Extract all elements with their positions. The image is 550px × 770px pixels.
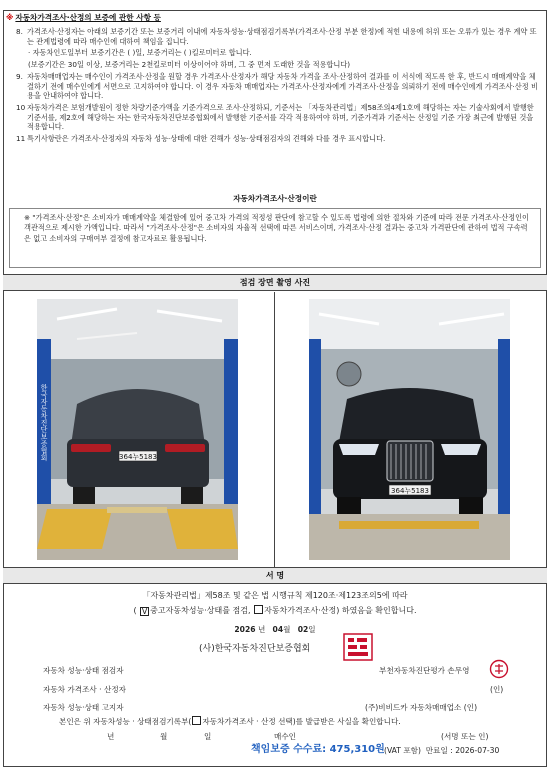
inspection-photo-front xyxy=(309,299,510,560)
confirmation-line: ( V 중고자동차성능·상태를 점검, 자동차가격조사·산정) 하였음을 확인합니다. xyxy=(133,606,417,616)
guarantee-items xyxy=(16,27,538,146)
item-9: 9. 자동차매매업자는 매수인이 가격조사·산정을 원할 경우 가격조사·산정자가 해당 자동차 가격을 조사·산정하여 결과를 이 서식에 적도록 한 후, 반드시 매매계약을 체결하기 전에 매수인에게 서면으로 고지하여야 합니다. 이 경우 자동차 매매업자는 가격조사·산정자에게 가격조사·산정을 의뢰하기 전에 매수인에게 가격조사·산정 비용을 안내하여야 합니다. xyxy=(16,71,538,101)
note-marker: ※ xyxy=(6,13,14,22)
buyer-date-year: 년 xyxy=(107,732,115,741)
buyer-signature: (서명 또는 인) xyxy=(441,732,489,741)
item-8: 8. 가격조사·산정자는 아래의 보증기간 또는 보증거리 이내에 자동차성능·상태점검기록부(가격조사·산정 부분 한정)에 적힌 내용에 허위 또는 오류가 있는 경우 계약 또는 관계법령에 따라 매수인에 대하여 책임을 집니다. xyxy=(16,27,537,46)
item-8-note: (보증기간은 30일 이상, 보증거리는 2천킬로미터 이상이어야 하며, 그 중 먼저 도래한 것을 적용합니다) xyxy=(28,60,351,70)
rear-license-plate: 364누5183 xyxy=(119,453,157,461)
price-assessor-sign: (인) xyxy=(490,685,504,694)
photo-divider xyxy=(274,292,275,567)
guarantee-fee: 책임보증 수수료: 475,310원 xyxy=(251,744,385,755)
photo-section-header: 점검 장면 촬영 사진 xyxy=(3,274,547,291)
performance-check-checkbox[interactable]: V xyxy=(141,607,148,616)
inspector-label: 자동차 성능·상태 점검자 xyxy=(43,666,124,675)
inspection-photo-rear xyxy=(37,299,238,560)
buyer-date-day: 일 xyxy=(204,732,212,741)
price-assessment-checkbox[interactable] xyxy=(254,605,263,614)
item-8-period: · 자동차인도일부터 보증기간은 ( )일, 보증거리는 ( )킬로미터로 합니다. xyxy=(28,48,252,58)
pillar-text: 한국자동차진단보증협회 xyxy=(40,384,48,461)
issue-date: 2026 년 04월 02일 xyxy=(234,625,316,634)
fee-vat-and-expiry: (VAT 포함) 만료일 : 2026-07-30 xyxy=(384,746,500,755)
inspector-seal xyxy=(489,659,509,679)
buyer-date-month: 월 xyxy=(160,732,168,741)
signature-section-header: 서 명 xyxy=(3,567,547,584)
lift-pillar-right xyxy=(224,339,238,529)
inspection-photos xyxy=(3,292,547,567)
guarantee-section-title: ※ 자동차가격조사·산정의 보증에 관한 사항 등 xyxy=(6,13,161,22)
price-assessor-label: 자동차 가격조사 · 산정자 xyxy=(43,685,127,694)
notice-title: 자동차가격조사·산정이란 xyxy=(233,194,317,203)
price-assessment-notice: ※ "가격조사·산정"은 소비자가 매매계약을 체결함에 있어 중고차 가격의 적정성 판단에 참고할 수 있도록 법령에 의한 절차와 기준에 따라 전문 가격조사·산정인이 객관적으로 제시한 가액입니다. 따라서 "가격조사·산정"은 소비자의 자율적 선택에 따른 서비스이며, 가격조사·산정 결과는 중고차 가격판단에 관하여 법적 구속력은 없고 소비자의 구매여부 결정에 참고자료로 활용됩니다. xyxy=(9,208,541,268)
notifier-label: 자동차 성능·상태 고지자 xyxy=(43,703,124,712)
receipt-confirmation: 본인은 위 자동차성능 · 상태점검기록부( 자동차가격조사 · 산정 선택)를 발급받은 사실을 확인합니다. xyxy=(59,717,401,726)
signature-section xyxy=(3,585,547,767)
notifier-name: (주)비비드카 자동차매매업소 (인) xyxy=(365,703,478,712)
item-10: 10 자동차가격은 보험개발원이 정한 차량기준가액을 기준가격으로 조사·산정하되, 기준서는 「자동차관리법」제58조의4제1호에 해당하는 자는 기술사회에서 발행한 기준서를, 제2호에 해당하는 자는 한국자동차진단보증협회에서 발행한 기준서를 각각 적용하여야 하며, 기준가격과 기준서는 산정일 기준 가장 최근에 발행된 것을 적용합니다. xyxy=(16,103,534,132)
buyer-label: 매수인 xyxy=(274,732,297,741)
item-11: 11 특기사항란은 가격조사·산정자의 자동차 성능·상태에 대한 견해가 성능·상태점검자의 견해와 다를 경우 표시합니다. xyxy=(16,134,386,144)
association-seal xyxy=(343,633,373,661)
front-license-plate: 364누5183 xyxy=(391,487,429,495)
receipt-price-checkbox[interactable] xyxy=(192,716,201,725)
law-basis-line: 「자동차관리법」제58조 및 같은 법 시행규칙 제120조·제123조의5에 따라 xyxy=(142,591,408,600)
association-name: (사)한국자동차진단보증협회 xyxy=(199,644,311,654)
expiry-date: 만료일 : 2026-07-30 xyxy=(425,746,500,755)
inspector-name: 부천자동차진단평가 손무영 xyxy=(379,666,470,675)
